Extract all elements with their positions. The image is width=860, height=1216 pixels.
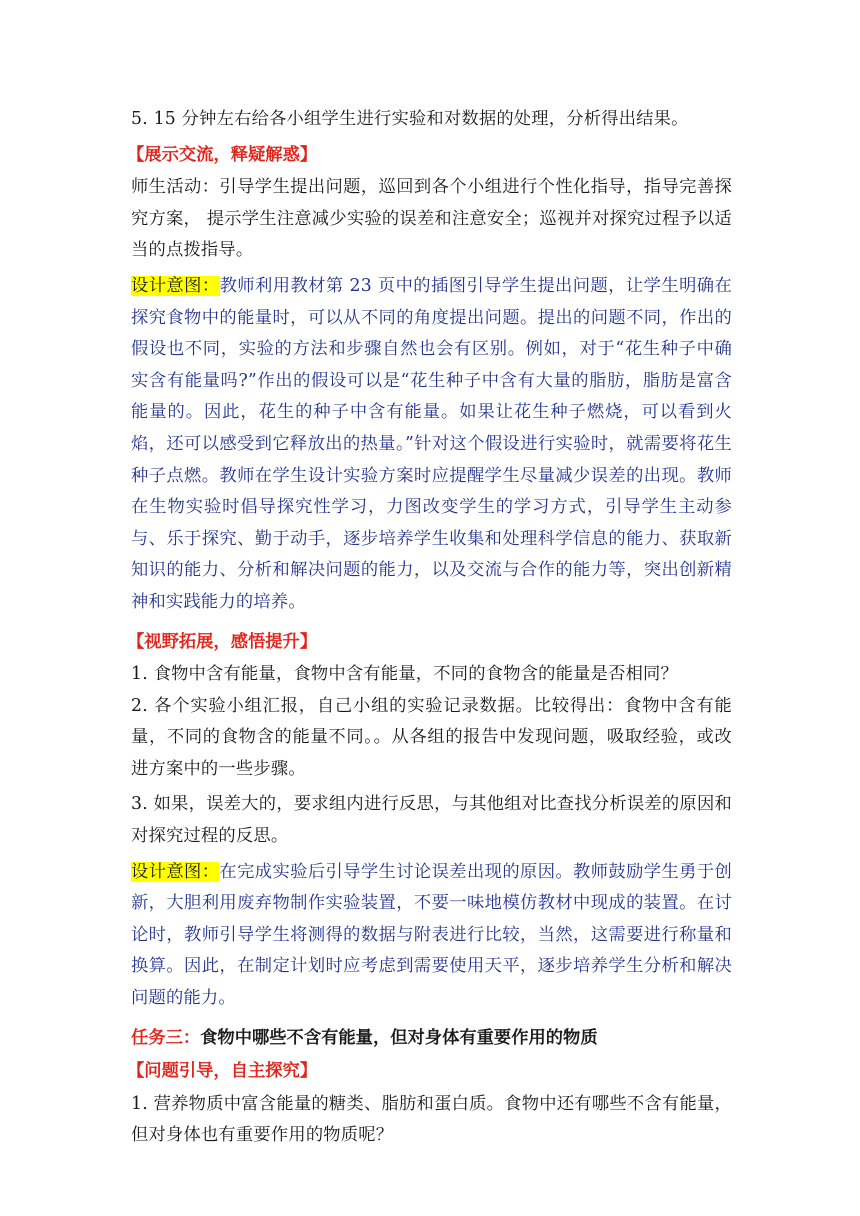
design-intent-text-1: 教师利用教材第 23 页中的插图引导学生提出问题，让学生明确在探究食物中的能量时，可以从不同的角度提出问题。提出的问题不同，作出的假设也不同，实验的方法和步骤自然也会有区别。例如，对于“花生种子中确实含有能量吗?”作出的假设可以是“花生种子中含有大量的脂肪，脂肪是富含能量的。因此，花生的种子中含有能量。如果让花生种子燃烧，可以看到火焰，还可以感受到它释放出的热量。”针对这个假设进行实验时，就需要将花生种子点燃。教师在学生设计实验方案时应提醒学生尽量减少误差的出现。教师在生物实验时倡导探究性学习，力图改变学生的学习方式，引导学生主动参与、乐于探究、勤于动手，逐步培养学生收集和处理科学信息的能力、获取新知识的能力、分析和解决问题的能力，以及交流与合作的能力等，突出创新精神和实践能力的培养。 <box>131 275 732 612</box>
list-item-1: 1. 食物中含有能量，食物中含有能量，不同的食物含的能量是否相同？ <box>131 664 679 685</box>
teacher-student-activity-paragraph: 师生活动：引导学生提出问题，巡回到各个小组进行个性化指导，指导完善探究方案， 提示学生注意减少实验的误差和注意安全；巡视并对探究过程予以适当的点拨指导。 <box>131 177 732 261</box>
list-item-2: 2. 各个实验小组汇报，自己小组的实验记录数据。比较得出：食物中含有能量，不同的食物含的能量不同。。从各组的报告中发现问题，吸取经验，或改进方案中的一些步骤。 <box>131 695 732 779</box>
task-3-heading <box>131 1023 732 1055</box>
question-paragraph: 1. 营养物质中富含能量的糖类、脂肪和蛋白质。食物中还有哪些不含有能量，但对身体也有重要作用的物质呢？ <box>131 1093 732 1146</box>
list-item-3: 3. 如果，误差大的，要求组内进行反思，与其他组对比查找分析误差的原因和对探究过程的反思。 <box>131 794 732 847</box>
section-heading-showcase: 【展示交流，释疑解惑】 <box>127 144 318 165</box>
section-heading-question-guide: 【问题引导，自主探究】 <box>127 1061 318 1082</box>
section-heading-expand-view: 【视野拓展，感悟提升】 <box>127 631 318 652</box>
design-intent-label-1: 设计意图： <box>131 275 220 296</box>
design-intent-label-2: 设计意图： <box>131 861 220 882</box>
design-intent-paragraph-1 <box>131 271 732 619</box>
task-3-label: 任务三： <box>131 1027 201 1048</box>
step-5-paragraph: 5. 15 分钟左右给各小组学生进行实验和对数据的处理，分析得出结果。 <box>131 109 689 129</box>
design-intent-paragraph-2 <box>131 857 732 1015</box>
task-3-title: 食物中哪些不含有能量，但对身体有重要作用的物质 <box>200 1027 598 1048</box>
design-intent-text-2: 在完成实验后引导学生讨论误差出现的原因。教师鼓励学生勇于创新，大胆利用废弃物制作实验装置，不要一味地模仿教材中现成的装置。在讨论时，教师引导学生将测得的数据与附表进行比较，当然，这需要进行称量和换算。因此，在制定计划时应考虑到需要使用天平，逐步培养学生分析和解决问题的能力。 <box>131 861 732 1009</box>
